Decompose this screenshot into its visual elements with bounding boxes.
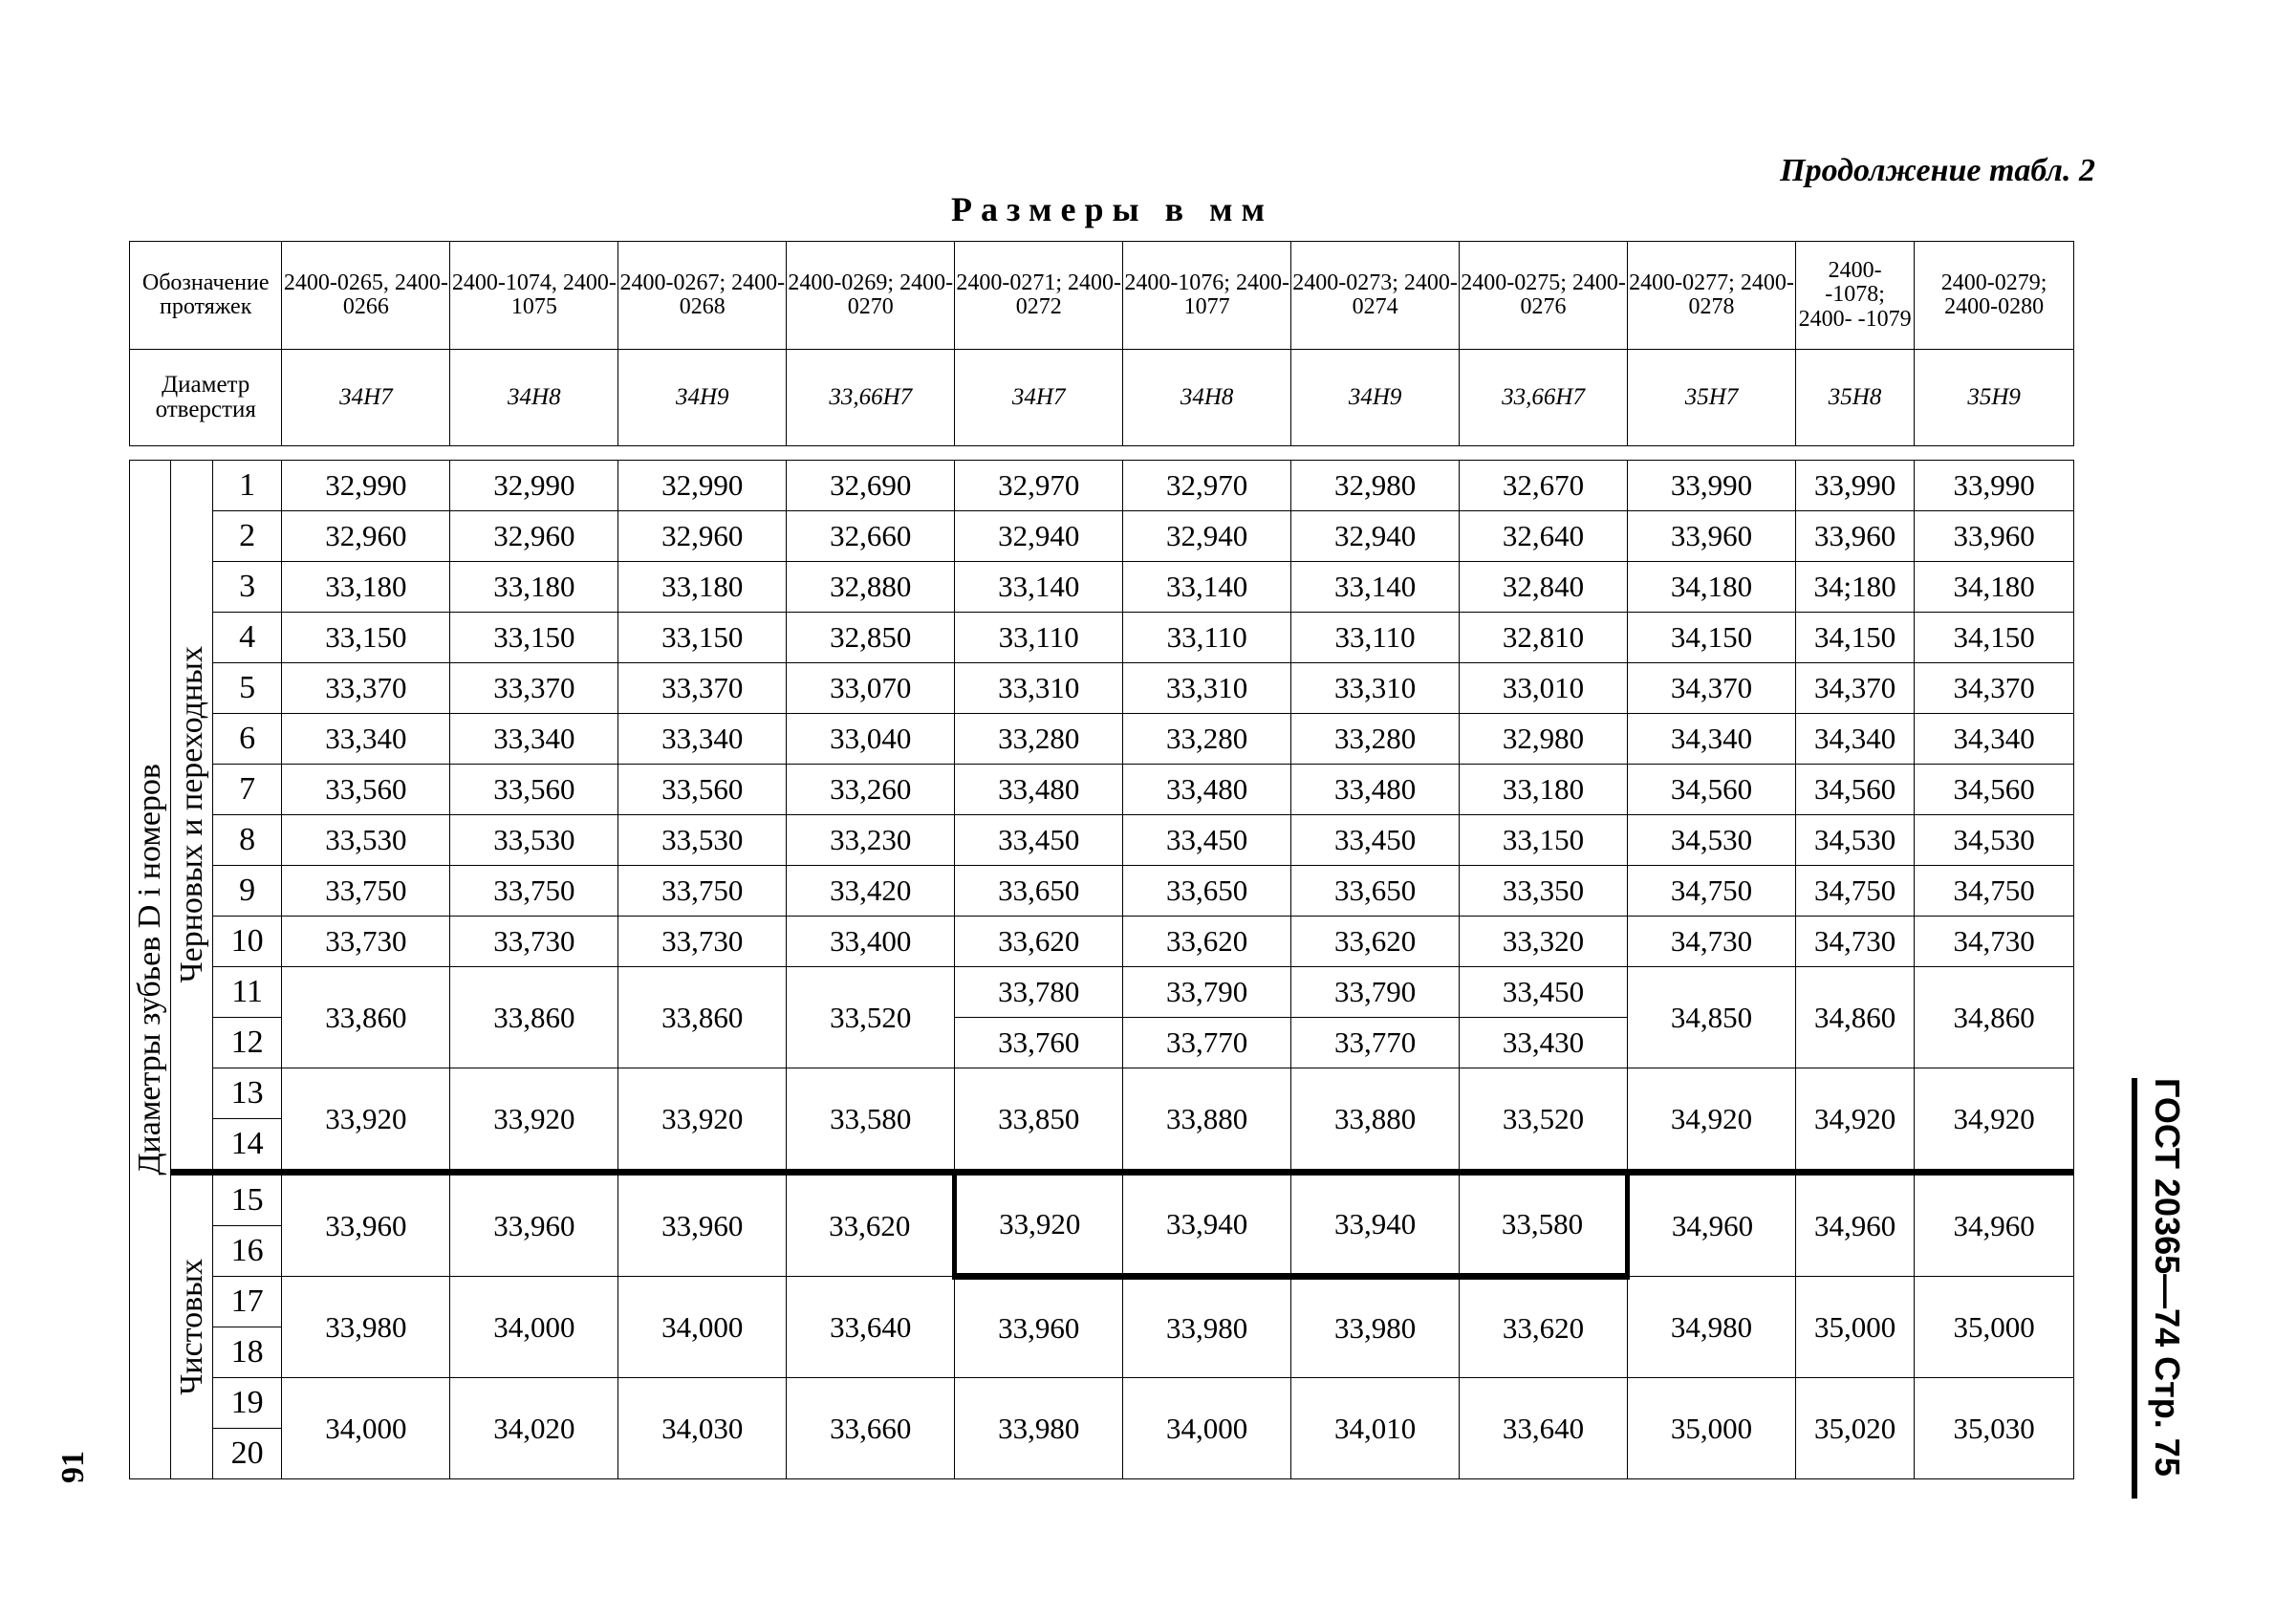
table-cell: 34,860 — [1795, 967, 1914, 1068]
table-cell: 33,560 — [450, 765, 618, 815]
table-cell: 34;180 — [1795, 562, 1914, 613]
table-cell: 33,980 — [282, 1277, 450, 1378]
hole-diameter-cell: 34H7 — [282, 350, 450, 446]
table-cell: 33,150 — [282, 613, 450, 663]
designation-cell: 2400-0275; 2400-0276 — [1460, 242, 1628, 350]
tooth-number: 15 — [212, 1173, 281, 1226]
table-cell: 33,760 — [955, 1018, 1123, 1068]
table-cell: 33,750 — [282, 866, 450, 917]
table-row — [130, 562, 2074, 613]
table-cell: 32,960 — [618, 511, 787, 562]
table-cell: 32,810 — [1460, 613, 1628, 663]
table-cell: 33,960 — [1795, 511, 1914, 562]
table-cell: 34,560 — [1628, 765, 1796, 815]
table-cell: 33,730 — [450, 917, 618, 967]
designation-cell: 2400-1074, 2400-1075 — [450, 242, 618, 350]
table-cell: 32,840 — [1460, 562, 1628, 613]
table-cell: 33,280 — [955, 714, 1123, 765]
table-cell: 34,960 — [1915, 1173, 2074, 1277]
table-cell: 33,940 — [1291, 1173, 1460, 1277]
table-cell: 34,150 — [1628, 613, 1796, 663]
table-cell: 33,980 — [1291, 1277, 1460, 1378]
table-cell: 33,770 — [1123, 1018, 1291, 1068]
table-cell: 34,150 — [1915, 613, 2074, 663]
table-row — [130, 1277, 2074, 1327]
designation-label: Обозначение протяжек — [130, 242, 282, 350]
table-cell: 34,730 — [1628, 917, 1796, 967]
table-cell: 34,850 — [1628, 967, 1796, 1068]
table-cell: 35,000 — [1795, 1277, 1914, 1378]
table-cell: 34,020 — [450, 1378, 618, 1479]
table-cell: 32,980 — [1460, 714, 1628, 765]
table-cell: 33,860 — [450, 967, 618, 1068]
tooth-number: 4 — [212, 613, 281, 663]
table-cell: 32,660 — [787, 511, 955, 562]
table-cell: 34,000 — [450, 1277, 618, 1378]
table-cell: 34,750 — [1795, 866, 1914, 917]
units-caption: Размеры в мм — [951, 190, 1274, 228]
table-cell: 33,110 — [1123, 613, 1291, 663]
hole-diameter-cell: 35H7 — [1628, 350, 1796, 446]
table-cell: 33,150 — [1460, 815, 1628, 866]
table-cell: 33,070 — [787, 663, 955, 714]
table-cell: 33,920 — [282, 1068, 450, 1173]
table-cell: 33,920 — [955, 1173, 1123, 1277]
table-row — [130, 461, 2074, 511]
table-cell: 32,960 — [450, 511, 618, 562]
table-cell: 33,180 — [282, 562, 450, 613]
hole-diameter-cell: 34H7 — [955, 350, 1123, 446]
tooth-number: 7 — [212, 765, 281, 815]
table-cell: 34,000 — [618, 1277, 787, 1378]
table-row — [130, 1173, 2074, 1226]
table-cell: 33,730 — [282, 917, 450, 967]
designation-cell: 2400-0271; 2400-0272 — [955, 242, 1123, 350]
table-cell: 33,370 — [450, 663, 618, 714]
table-cell: 32,850 — [787, 613, 955, 663]
table-cell: 35,030 — [1915, 1378, 2074, 1479]
table-cell: 34,920 — [1915, 1068, 2074, 1173]
table-cell: 33,980 — [955, 1378, 1123, 1479]
tooth-number: 5 — [212, 663, 281, 714]
table-cell: 33,310 — [955, 663, 1123, 714]
table-cell: 33,650 — [955, 866, 1123, 917]
table-cell: 33,620 — [1291, 917, 1460, 967]
table-cell: 33,960 — [450, 1173, 618, 1277]
table-cell: 34,530 — [1915, 815, 2074, 866]
tooth-number: 10 — [212, 917, 281, 967]
table-cell: 33,990 — [1915, 461, 2074, 511]
hole-diameter-cell: 34H9 — [618, 350, 787, 446]
table-cell: 34,370 — [1628, 663, 1796, 714]
table-cell: 34,980 — [1628, 1277, 1796, 1378]
table-cell: 33,920 — [618, 1068, 787, 1173]
rough-group-cell — [171, 461, 212, 1173]
table-cell: 34,340 — [1915, 714, 2074, 765]
tooth-number: 14 — [212, 1119, 281, 1173]
table-cell: 33,860 — [618, 967, 787, 1068]
table-cell: 33,750 — [450, 866, 618, 917]
hole-diameter-label: Диаметр отверстия — [130, 350, 282, 446]
table-cell: 35,020 — [1795, 1378, 1914, 1479]
table-cell: 33,640 — [787, 1277, 955, 1378]
table-cell: 33,530 — [282, 815, 450, 866]
table-cell: 33,480 — [1291, 765, 1460, 815]
table-cell: 33,040 — [787, 714, 955, 765]
table-cell: 33,310 — [1291, 663, 1460, 714]
designation-cell: 2400-0273; 2400-0274 — [1291, 242, 1460, 350]
table-cell: 33,620 — [955, 917, 1123, 967]
finish-group-label: Чистовых — [173, 1259, 209, 1395]
table-row — [130, 815, 2074, 866]
table-cell: 33,790 — [1123, 967, 1291, 1018]
table-cell: 33,480 — [955, 765, 1123, 815]
table-cell: 33,940 — [1123, 1173, 1291, 1277]
table-cell: 33,340 — [450, 714, 618, 765]
table-cell: 33,400 — [787, 917, 955, 967]
table-cell: 35,000 — [1628, 1378, 1796, 1479]
table-row — [130, 967, 2074, 1018]
table-cell: 34,340 — [1628, 714, 1796, 765]
table-cell: 33,340 — [618, 714, 787, 765]
table-cell: 33,320 — [1460, 917, 1628, 967]
hole-diameter-cell: 34H8 — [1123, 350, 1291, 446]
table-cell: 33,340 — [282, 714, 450, 765]
designation-cell: 2400-0277; 2400-0278 — [1628, 242, 1796, 350]
table-cell: 33,530 — [450, 815, 618, 866]
table-cell: 33,180 — [618, 562, 787, 613]
table-row — [130, 765, 2074, 815]
hole-diameter-row — [130, 350, 2074, 446]
hole-diameter-cell: 34H8 — [450, 350, 618, 446]
designation-cell: 2400-0269; 2400-0270 — [787, 242, 955, 350]
table-cell: 34,010 — [1291, 1378, 1460, 1479]
table-row — [130, 613, 2074, 663]
table-cell: 34,730 — [1915, 917, 2074, 967]
hole-diameter-cell: 35H8 — [1795, 350, 1914, 446]
table-cell: 33,110 — [1291, 613, 1460, 663]
table-cell: 34,560 — [1795, 765, 1914, 815]
tooth-number: 17 — [212, 1277, 281, 1327]
table-row — [130, 1068, 2074, 1119]
designation-row — [130, 242, 2074, 350]
table-cell: 33,520 — [1460, 1068, 1628, 1173]
table-cell: 33,880 — [1123, 1068, 1291, 1173]
table-cell: 32,940 — [1291, 511, 1460, 562]
table-cell: 33,230 — [787, 815, 955, 866]
table-cell: 35,000 — [1915, 1277, 2074, 1378]
table-row — [130, 714, 2074, 765]
table-row — [130, 663, 2074, 714]
table-cell: 32,990 — [618, 461, 787, 511]
table-cell: 33,350 — [1460, 866, 1628, 917]
table-cell: 32,990 — [282, 461, 450, 511]
table-cell: 33,450 — [1291, 815, 1460, 866]
table-cell: 33,520 — [787, 967, 955, 1068]
table-cell: 32,690 — [787, 461, 955, 511]
table-cell: 33,280 — [1123, 714, 1291, 765]
table-cell: 33,450 — [1123, 815, 1291, 866]
table-cell: 34,340 — [1795, 714, 1914, 765]
table-cell: 33,850 — [955, 1068, 1123, 1173]
table-cell: 34,560 — [1915, 765, 2074, 815]
table-cell: 32,970 — [955, 461, 1123, 511]
broach-dimensions-table — [129, 241, 2074, 1479]
table-cell: 32,880 — [787, 562, 955, 613]
table-row — [130, 917, 2074, 967]
tooth-number: 11 — [212, 967, 281, 1018]
table-cell: 34,920 — [1795, 1068, 1914, 1173]
table-cell: 34,180 — [1915, 562, 2074, 613]
table-cell: 33,650 — [1123, 866, 1291, 917]
table-cell: 33,960 — [618, 1173, 787, 1277]
table-cell: 33,150 — [450, 613, 618, 663]
table-cell: 34,150 — [1795, 613, 1914, 663]
tooth-number: 16 — [212, 1226, 281, 1277]
designation-cell: 2400-1076; 2400-1077 — [1123, 242, 1291, 350]
tooth-number: 18 — [212, 1327, 281, 1378]
table-cell: 32,960 — [282, 511, 450, 562]
table-cell: 33,650 — [1291, 866, 1460, 917]
table-cell: 33,430 — [1460, 1018, 1628, 1068]
table-cell: 33,730 — [618, 917, 787, 967]
table-cell: 34,750 — [1915, 866, 2074, 917]
designation-cell: 2400- -1078; 2400- -1079 — [1795, 242, 1914, 350]
table-cell: 33,960 — [955, 1277, 1123, 1378]
tooth-number: 2 — [212, 511, 281, 562]
continuation-caption: Продолжение табл. 2 — [1780, 153, 2095, 188]
table-cell: 33,960 — [1628, 511, 1796, 562]
table-cell: 32,970 — [1123, 461, 1291, 511]
table-cell: 33,960 — [282, 1173, 450, 1277]
table-cell: 33,880 — [1291, 1068, 1460, 1173]
tooth-number: 1 — [212, 461, 281, 511]
table-cell: 33,140 — [955, 562, 1123, 613]
gost-margin-label: ГОСТ 20365—74 Стр. 75 — [2132, 1078, 2187, 1499]
table-row — [130, 866, 2074, 917]
tooth-number: 13 — [212, 1068, 281, 1119]
table-cell: 33,140 — [1123, 562, 1291, 613]
table-cell: 33,010 — [1460, 663, 1628, 714]
table-cell: 34,960 — [1795, 1173, 1914, 1277]
designation-cell: 2400-0267; 2400-0268 — [618, 242, 787, 350]
table-cell: 33,790 — [1291, 967, 1460, 1018]
table-cell: 33,620 — [787, 1173, 955, 1277]
teeth-diameters-label-cell — [130, 461, 171, 1479]
hole-diameter-cell: 34H9 — [1291, 350, 1460, 446]
tooth-number: 6 — [212, 714, 281, 765]
table-cell: 33,990 — [1628, 461, 1796, 511]
table-cell: 32,980 — [1291, 461, 1460, 511]
table-cell: 33,980 — [1123, 1277, 1291, 1378]
table-cell: 34,730 — [1795, 917, 1914, 967]
table-cell: 33,370 — [618, 663, 787, 714]
table-cell: 32,670 — [1460, 461, 1628, 511]
table-cell: 34,860 — [1915, 967, 2074, 1068]
header-gap-row — [130, 446, 2074, 461]
table-cell: 32,940 — [955, 511, 1123, 562]
tooth-number: 20 — [212, 1429, 281, 1479]
table-cell: 33,560 — [618, 765, 787, 815]
table-cell: 33,960 — [1915, 511, 2074, 562]
table-cell: 33,780 — [955, 967, 1123, 1018]
table-cell: 33,310 — [1123, 663, 1291, 714]
table-cell: 33,140 — [1291, 562, 1460, 613]
table-cell: 33,620 — [1460, 1277, 1628, 1378]
table-cell: 34,750 — [1628, 866, 1796, 917]
table-row — [130, 1378, 2074, 1429]
table-cell: 33,150 — [618, 613, 787, 663]
table-row — [130, 511, 2074, 562]
table-cell: 33,920 — [450, 1068, 618, 1173]
table-cell: 33,420 — [787, 866, 955, 917]
table-cell: 33,580 — [1460, 1173, 1628, 1277]
table-cell: 33,580 — [787, 1068, 955, 1173]
table-cell: 33,860 — [282, 967, 450, 1068]
table-cell: 34,370 — [1915, 663, 2074, 714]
hole-diameter-cell: 33,66H7 — [787, 350, 955, 446]
tooth-number: 8 — [212, 815, 281, 866]
tooth-number: 3 — [212, 562, 281, 613]
designation-cell: 2400-0265, 2400-0266 — [282, 242, 450, 350]
table-cell: 33,560 — [282, 765, 450, 815]
table-cell: 33,110 — [955, 613, 1123, 663]
table-cell: 34,370 — [1795, 663, 1914, 714]
rough-group-label: Черновых и переходных — [173, 646, 209, 983]
table-cell: 33,530 — [618, 815, 787, 866]
tooth-number: 19 — [212, 1378, 281, 1429]
table-cell: 33,180 — [1460, 765, 1628, 815]
table-cell: 32,940 — [1123, 511, 1291, 562]
tooth-number: 9 — [212, 866, 281, 917]
page-number: 91 — [55, 1451, 91, 1483]
table-cell: 33,280 — [1291, 714, 1460, 765]
designation-cell: 2400-0279; 2400-0280 — [1915, 242, 2074, 350]
table-cell: 33,180 — [450, 562, 618, 613]
table-cell: 33,620 — [1123, 917, 1291, 967]
table-cell: 33,260 — [787, 765, 955, 815]
tooth-number: 12 — [212, 1018, 281, 1068]
table-cell: 34,530 — [1628, 815, 1796, 866]
table-cell: 33,480 — [1123, 765, 1291, 815]
table-cell: 32,640 — [1460, 511, 1628, 562]
table-cell: 34,000 — [1123, 1378, 1291, 1479]
table-cell: 33,640 — [1460, 1378, 1628, 1479]
hole-diameter-cell: 35H9 — [1915, 350, 2074, 446]
table-cell: 33,450 — [1460, 967, 1628, 1018]
table-cell: 32,990 — [450, 461, 618, 511]
table-cell: 34,920 — [1628, 1068, 1796, 1173]
table-cell: 33,770 — [1291, 1018, 1460, 1068]
table-cell: 33,660 — [787, 1378, 955, 1479]
table-cell: 33,750 — [618, 866, 787, 917]
table-cell: 34,000 — [282, 1378, 450, 1479]
table-cell: 34,030 — [618, 1378, 787, 1479]
teeth-diameters-label: Диаметры зубьев D i номеров — [132, 764, 168, 1176]
table-cell: 33,990 — [1795, 461, 1914, 511]
table-cell: 33,450 — [955, 815, 1123, 866]
table-cell: 34,960 — [1628, 1173, 1796, 1277]
table-cell: 34,180 — [1628, 562, 1796, 613]
table-cell: 33,370 — [282, 663, 450, 714]
table-cell: 34,530 — [1795, 815, 1914, 866]
hole-diameter-cell: 33,66H7 — [1460, 350, 1628, 446]
finish-group-cell — [171, 1173, 212, 1479]
